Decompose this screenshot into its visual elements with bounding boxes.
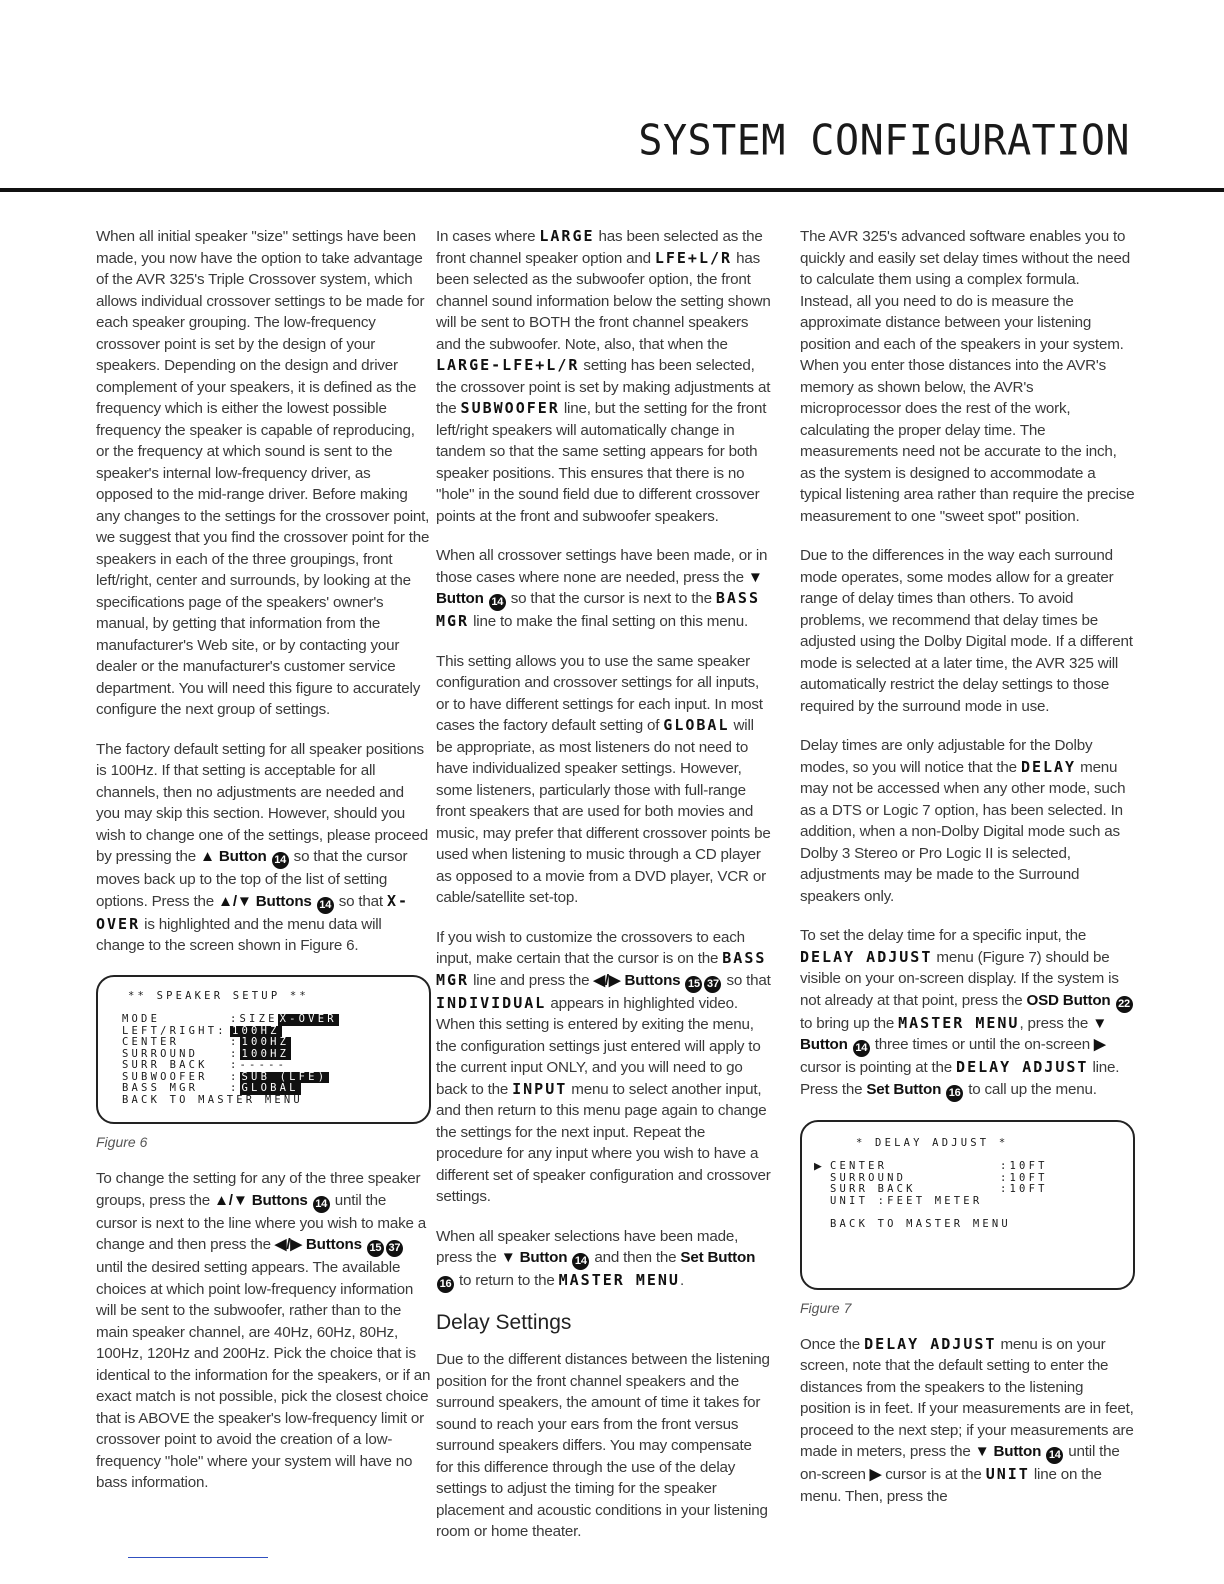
screen-row: SUBWOOFER : SUB (LFE) [122,1070,328,1083]
cursor-pointer-icon: ▶ [814,1159,826,1174]
paragraph: When all initial speaker "size" settings have been made, you now have the option to take advantage of the AVR 325's Triple Crossover system, which allows individual crossover settings to be made for each speaker grouping. The low-frequency crossover point is set by the design of your speakers. Depending on the design and driver complement of your speakers, it is defined as the frequency which is either the lowest possible frequency the speaker is capable of reproducing, or the frequency at which sound is sent to the speaker's internal low-frequency driver, as opposed to the mid-range driver. Before making any changes to the settings for the crossover point, we suggest that you find the crossover point for the speakers in each of the three groupings, front left/right, center and surrounds, by looking at the specifications page of the speakers' owner's manual, by getting that information from the manufacturer's Web site, or by contacting your dealer or the manufacturer's customer service department. You will need this figure to accurately configure the next group of settings. [96,228,430,718]
paragraph: Delay times are only adjustable for the Dolby modes, so you will notice that the DELAY menu may not be accessed when any other mode, such as a DTS or Logic 7 option, has been selected. In addition, when a non-Dolby Digital mode such as Dolby 3 Stereo or Pro Logic II is selected, adjustments may be made to the Surround speakers only. [800,737,1126,905]
paragraph: This setting allows you to use the same speaker configuration and crossover settings for all inputs, or to have different settings for each input. In most cases the factory default setting of GLOBAL will be appropriate, as most listeners do not need to have individualized speaker settings. However, some listeners, particularly those with full-range front speakers that are used for both movies and music, may prefer that different crossover points be used when listening to music through a CD player as opposed to a movie from a DVD player, VCR or cable/satellite set-top. [436,652,771,906]
paragraph: To change the setting for any of the three speaker groups, press the ▲/▼ Buttons 14 until the cursor is next to the line where you wish to make a change and then press the ◀/▶ Buttons 15 37 until the desired setting appears. The available choices at which point low-frequency information will be sent to the subwoofer, rather than to the main speaker channel, are 40Hz, 60Hz, 80Hz, 100Hz, 120Hz and 200Hz. Pick the choice that is identical to the information for the speakers, or if an exact match is not possible, pick the closest choice that is ABOVE the speaker's low-frequency limit or crossover point to avoid the creation of a low-frequency "hole" where your system will have no bass information. [96,1170,431,1491]
column-3 [800,226,1135,1525]
page-title: SYSTEM CONFIGURATION [638,116,1130,166]
screen-row: BASS MGR : GLOBAL [122,1082,299,1094]
figure-caption: Figure 6 [96,1134,148,1150]
screen-row: SURROUND : 100HZ [122,1047,290,1060]
paragraph: The AVR 325's advanced software enables you to quickly and easily set delay times without the need to calculate them using a complex formula. Instead, all you need to do is measure the approximate distance between your listening position and each of the speakers in your system. When you enter those distances into the AVR's memory as shown below, the AVR's microprocessor does the rest of the work, calculating the proper delay time. The measurements need not be accurate to the inch, as the system is designed to accommodate a typical listening area rather than require the precise measurement to one "sweet spot" position. [800,228,1135,525]
screen-row: BACK TO MASTER MENU [830,1217,1011,1230]
screen-row: ▶ CENTER :10FT [814,1159,1048,1174]
figure-7-screen [800,1120,1135,1290]
screen-row: CENTER : 100HZ [122,1036,290,1048]
paragraph: Once the DELAY ADJUST menu is on your screen, note that the default setting to enter the distances from the speakers to the listening position is in feet. If your measurements are in feet, proceed to the next step; if your measurements are made in meters, press the ▼ Button 14 until the on-screen ▶ cursor is at the UNIT line on the menu. Then, press the [800,1334,1134,1505]
column-1 [96,226,431,1512]
paragraph: The factory default setting for all speaker positions is 100Hz. If that setting is acceptable for all channels, then no adjustments are needed and you may skip this section. However, should you wish to change one of the settings, please proceed by pressing the ▲ Button 14 so that the cursor moves back up to the top of the list of setting options. Press the ▲/▼ Buttons 14 so that X-OVER is highlighted and the menu data will change to the screen shown in Figure 6. [96,740,428,954]
screen-row: BACK TO MASTER MENU [122,1093,303,1106]
section-heading: Delay Settings [436,1311,572,1334]
screen-row: SURR BACK :10FT [830,1183,1048,1195]
figure-caption: Figure 7 [800,1299,852,1316]
bottom-rule [128,1557,268,1558]
column-2 [436,226,771,1561]
screen-row: LEFT/RIGHT: 100HZ [122,1024,280,1037]
screen-row: SURR BACK :----- [122,1059,288,1071]
figure-6-screen [96,975,431,1125]
screen-row [814,1207,1119,1219]
screen-title: * DELAY ADJUST * [856,1136,1009,1149]
paragraph: To set the delay time for a specific input, the DELAY ADJUST menu (Figure 7) should be visible on your on-screen display. If the system is not already at that point, press the OSD Button 22 to bring up the MASTER MENU, press the ▼ Button 14 three times or until the on-screen ▶ cursor is pointing at the DELAY ADJUST line. Press the Set Button 16 to call up the menu. [800,925,1135,1102]
screen-row: SURROUND :10FT [830,1171,1048,1184]
paragraph: Due to the different distances between the listening position for the front channel speakers and the surround speakers, the amount of time it takes for sound to reach your ears from the front versus surround speakers differs. You may compensate for this difference through the use of the delay settings to adjust the timing for the speaker placement and acoustic conditions in your listening room or home theater. [436,1351,770,1540]
paragraph: If you wish to customize the crossovers to each input, make certain that the cursor is on the BASS MGR line and press the ◀/▶ Buttons 15 37 so that INDIVIDUAL appears in highlighted video. When this setting is entered by exiting the menu, the configuration settings just entered will apply to the current input ONLY, and you will need to go back to the INPUT menu to select another input, and then return to this menu page again to change the settings for the next input. Repeat the procedure for any input where you wish to have a different set of speaker configuration and crossover settings. [436,928,771,1205]
screen-row: MODE :SIZE X-OVER [122,1013,337,1025]
title-rule [0,188,1224,192]
paragraph: When all speaker selections have been made, press the ▼ Button 14 and then the Set Button 16 to return to the MASTER MENU. [436,1226,771,1294]
screen-row: UNIT :FEET METER [830,1194,983,1207]
paragraph: When all crossover settings have been made, or in those cases where none are needed, press the ▼ Button 14 so that the cursor is next to the BASS MGR line to make the final setting on this menu. [436,547,768,630]
screen-title: ** SPEAKER SETUP ** [128,989,309,1002]
paragraph: In cases where LARGE has been selected as the front channel speaker option and LFE+L/R has been selected as the subwoofer option, the front channel sound information below the setting shown will be sent to BOTH the front channel speakers and the subwoofer. Note, also, that when the LARGE-LFE+L/R setting has been selected, the crossover point is set by making adjustments at the SUBWOOFER line, but the setting for the front left/right speakers will automatically change in tandem so that the same setting appears for both speaker positions. This ensures that there is no "hole" in the sound field due to different crossover points at the front and subwoofer speakers. [436,227,771,525]
paragraph: Due to the differences in the way each surround mode operates, some modes allow for a greater range of delay times than others. To avoid problems, we recommend that delay times be adjusted using the Dolby Digital mode. If a different mode is selected at a later time, the AVR 325 will automatically restrict the delay settings to those required by the surround mode in use. [800,547,1133,715]
